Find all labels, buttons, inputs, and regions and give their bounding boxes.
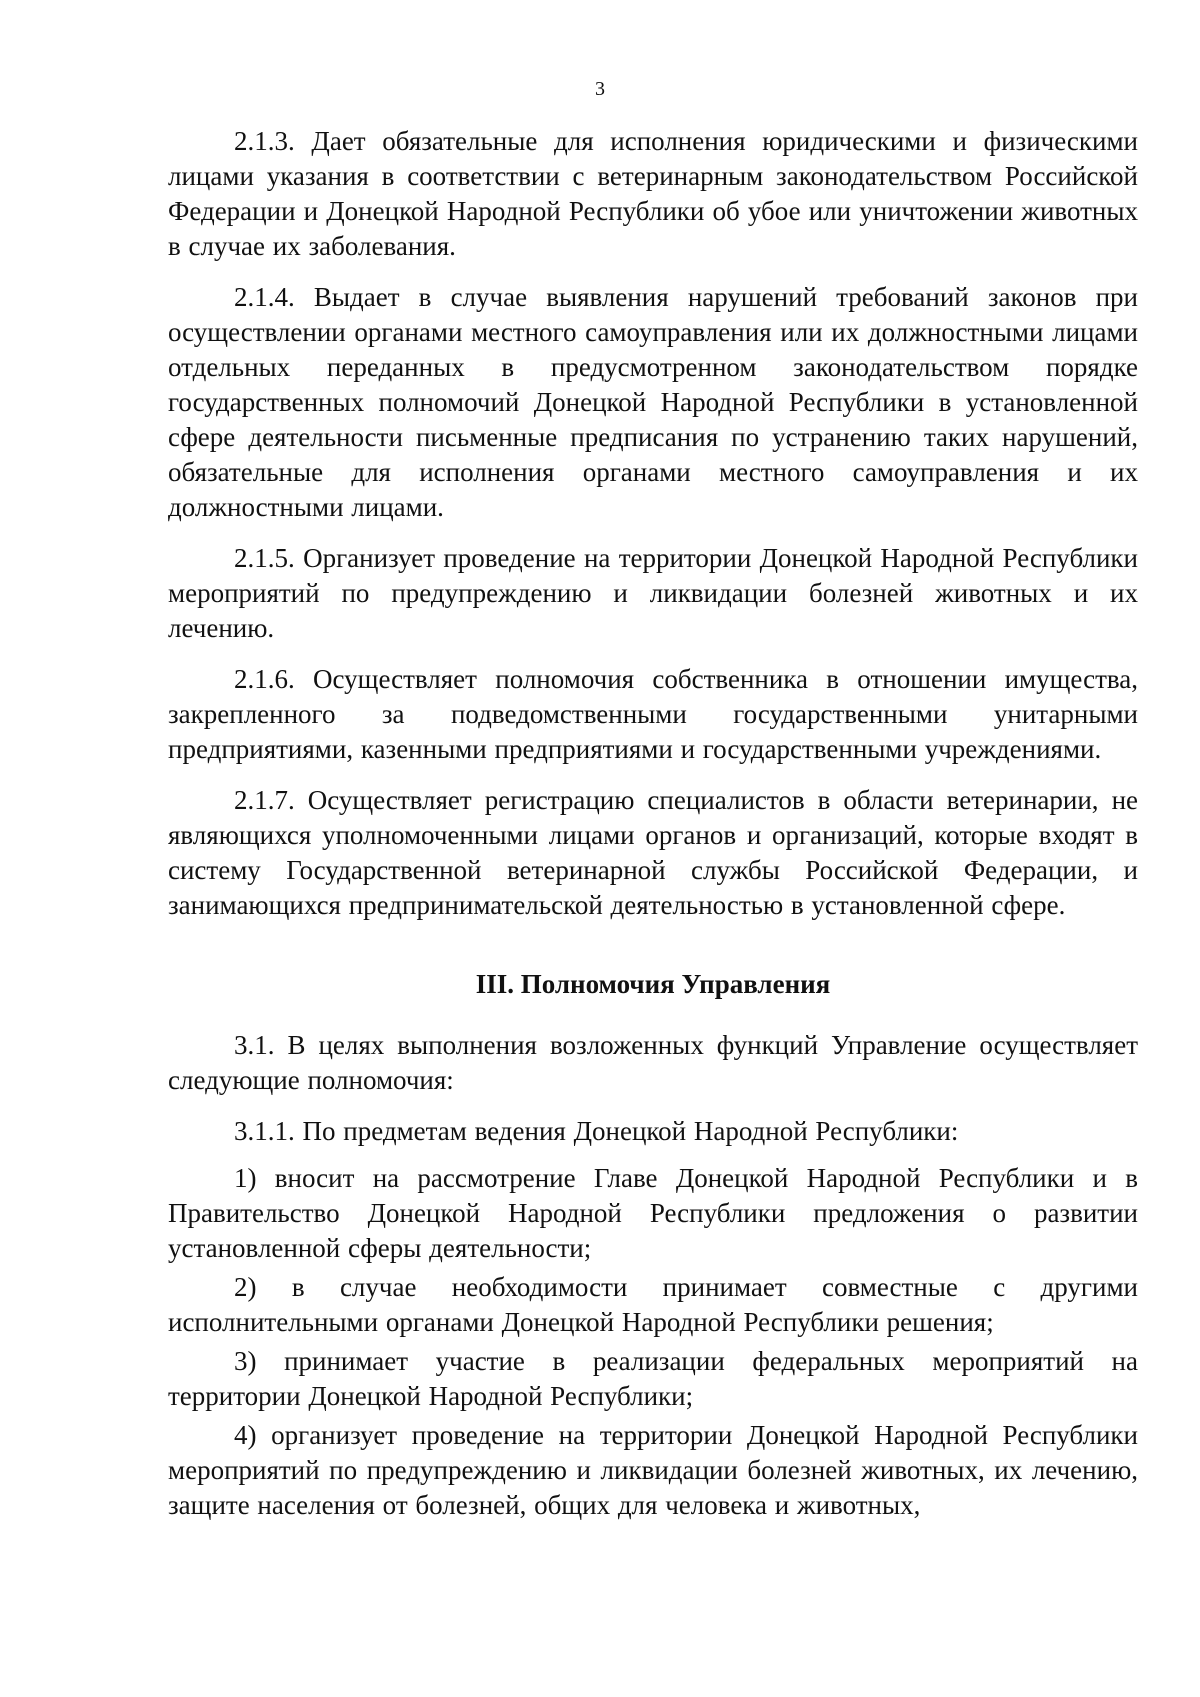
paragraph-2-1-6: 2.1.6. Осуществляет полномочия собственника в отношении имущества, закрепленного за подведомственными государственными унитарными предприятиями, казенными предприятиями и государственными учреждениями.	[168, 664, 1138, 764]
list-item-4: 4) организует проведение на территории Донецкой Народной Республики мероприятий по предупреждению и ликвидации болезней животных, их лечению, защите населения от болезней, общих для человека и животных,	[168, 1420, 1138, 1520]
list-item-3: 3) принимает участие в реализации федеральных мероприятий на территории Донецкой Народной Республики;	[168, 1346, 1138, 1411]
list-item-1: 1) вносит на рассмотрение Главе Донецкой Народной Республики и в Правительство Донецкой Народной Республики предложения о развитии установленной сферы деятельности;	[168, 1163, 1138, 1263]
paragraph-2-1-3: 2.1.3. Дает обязательные для исполнения юридическими и физическими лицами указания в соответствии с ветеринарным законодательством Российской Федерации и Донецкой Народной Республики об убое или уничтожении животных в случае их заболевания.	[168, 126, 1138, 261]
paragraph-2-1-4: 2.1.4. Выдает в случае выявления нарушений требований законов при осуществлении органами местного самоуправления или их должностными лицами отдельных переданных в предусмотренном законодательством порядке государственных полномочий Донецкой Народной Республики в установленной сфере деятельности письменные предписания по устранению таких нарушений, обязательные для исполнения органами местного самоуправления и их должностными лицами.	[168, 282, 1138, 522]
document-body	[168, 124, 1138, 1523]
paragraph-2-1-5: 2.1.5. Организует проведение на территории Донецкой Народной Республики мероприятий по предупреждению и ликвидации болезней животных и их лечению.	[168, 543, 1138, 643]
paragraph-3-1: 3.1. В целях выполнения возложенных функций Управление осуществляет следующие полномочия:	[168, 1030, 1138, 1095]
page-number: 3	[595, 78, 605, 100]
paragraph-3-1-1: 3.1.1. По предметам ведения Донецкой Народной Республики:	[234, 1116, 959, 1146]
paragraph-2-1-7: 2.1.7. Осуществляет регистрацию специалистов в области ветеринарии, не являющихся уполномоченными лицами органов и организаций, которые входят в систему Государственной ветеринарной службы Российской Федерации, и занимающихся предпринимательской деятельностью в установленной сфере.	[168, 785, 1138, 920]
list-item-2: 2) в случае необходимости принимает совместные с другими исполнительными органами Донецкой Народной Республики решения;	[168, 1272, 1138, 1337]
section-heading: III. Полномочия Управления	[475, 969, 831, 999]
